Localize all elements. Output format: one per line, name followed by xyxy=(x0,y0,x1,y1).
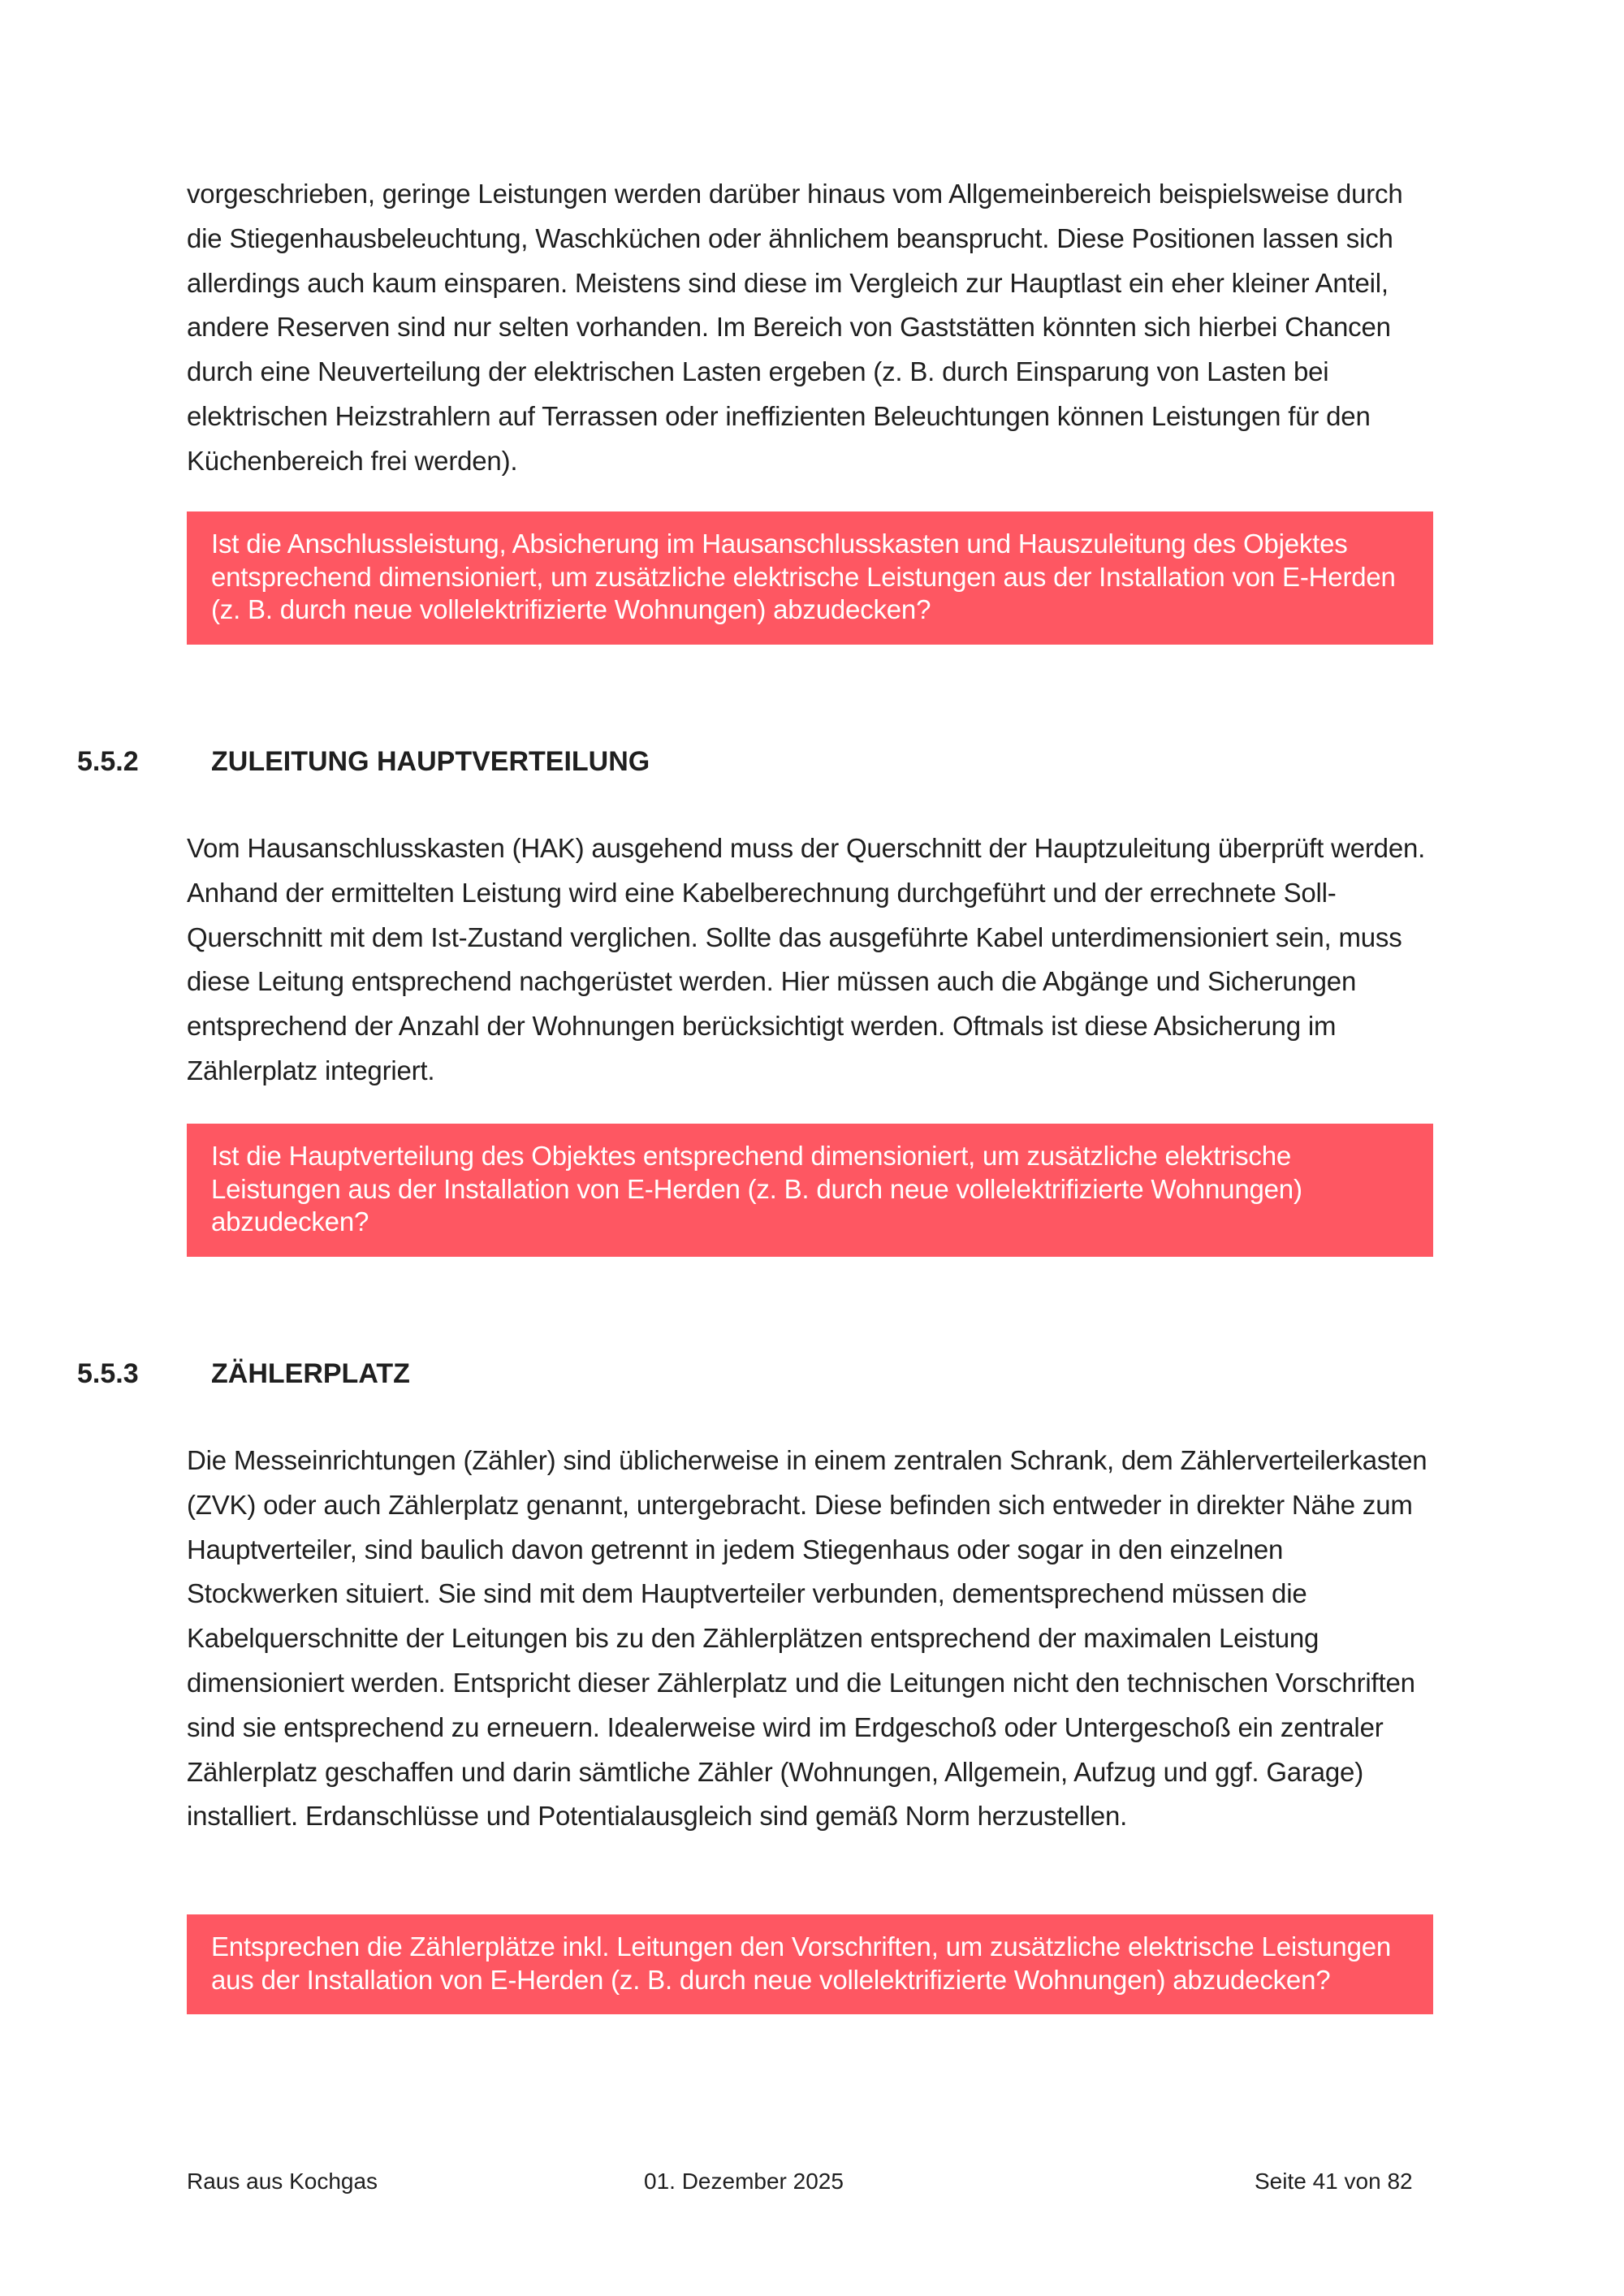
question-callout-connection-capacity: Ist die Anschlussleistung, Absicherung im Hausanschlusskasten und Hauszuleitung des Objektes entsprechend dimensioniert, um zusätzliche elektrische Leistungen aus der Installation von E-Herden (z. B. durch neue vollelektrifizierte Wohnungen) abzudecken? xyxy=(187,511,1433,645)
footer-page-number: Seite 41 von 82 xyxy=(1255,2169,1413,2194)
footer-document-title: Raus aus Kochgas xyxy=(187,2169,378,2194)
section-number: 5.5.2 xyxy=(77,746,139,777)
intro-paragraph: vorgeschrieben, geringe Leistungen werden darüber hinaus vom Allgemeinbereich beispielsweise durch die Stiegenhausbeleuchtung, Waschküchen oder ähnlichem beansprucht. Diese Positionen lassen sich allerdings auch kaum einsparen. Meistens sind diese im Vergleich zur Hauptlast ein eher kleiner Anteil, andere Reserven sind nur selten vorhanden. Im Bereich von Gaststätten könnten sich hierbei Chancen durch eine Neuverteilung der elektrischen Lasten ergeben (z. B. durch Einsparung von Lasten bei elektrischen Heizstrahlern auf Terrassen oder ineffizienten Beleuchtungen können Leistungen für den Küchenbereich frei werden). xyxy=(187,179,1403,476)
section-heading-5-5-2 xyxy=(77,745,650,778)
section-heading-5-5-3 xyxy=(77,1357,410,1390)
section-5-5-3-paragraph: Die Messeinrichtungen (Zähler) sind üblicherweise in einem zentralen Schrank, dem Zählerverteilerkasten (ZVK) oder auch Zählerplatz genannt, untergebracht. Diese befinden sich entweder in direkter Nähe zum Hauptverteiler, sind baulich davon getrennt in jedem Stiegenhaus oder sogar in den einzelnen Stockwerken situiert. Sie sind mit dem Hauptverteiler verbunden, dementsprechend müssen die Kabelquerschnitte der Leitungen bis zu den Zählerplätzen entsprechend der maximalen Leistung dimensioniert werden. Entspricht dieser Zählerplatz und die Leitungen nicht den technischen Vorschriften sind sie entsprechend zu erneuern. Idealerweise wird im Erdgeschoß oder Untergeschoß ein zentraler Zählerplatz geschaffen und darin sämtliche Zähler (Wohnungen, Allgemein, Aufzug und ggf. Garage) installiert. Erdanschlüsse und Potentialausgleich sind gemäß Norm herzustellen. xyxy=(187,1445,1427,1832)
footer-date: 01. Dezember 2025 xyxy=(644,2169,844,2194)
question-callout-main-distribution: Ist die Hauptverteilung des Objektes entsprechend dimensioniert, um zusätzliche elektrische Leistungen aus der Installation von E-Herden (z. B. durch neue vollelektrifizierte Wohnungen) abzudecken? xyxy=(187,1124,1433,1257)
section-title: ZÄHLERPLATZ xyxy=(211,1358,410,1389)
question-callout-meter-location: Entsprechen die Zählerplätze inkl. Leitungen den Vorschriften, um zusätzliche elektrische Leistungen aus der Installation von E-Herden (z. B. durch neue vollelektrifizierte Wohnungen) abzudecken? xyxy=(187,1914,1433,2014)
section-5-5-2-paragraph: Vom Hausanschlusskasten (HAK) ausgehend muss der Querschnitt der Hauptzuleitung überprüft werden. Anhand der ermittelten Leistung wird eine Kabelberechnung durchgeführt und der errechnete Soll-Querschnitt mit dem Ist-Zustand verglichen. Sollte das ausgeführte Kabel unterdimensioniert sein, muss diese Leitung entsprechend nachgerüstet werden. Hier müssen auch die Abgänge und Sicherungen entsprechend der Anzahl der Wohnungen berücksichtigt werden. Oftmals ist diese Absicherung im Zählerplatz integriert. xyxy=(187,833,1426,1085)
section-number: 5.5.3 xyxy=(77,1358,139,1389)
section-title: ZULEITUNG HAUPTVERTEILUNG xyxy=(211,746,650,777)
